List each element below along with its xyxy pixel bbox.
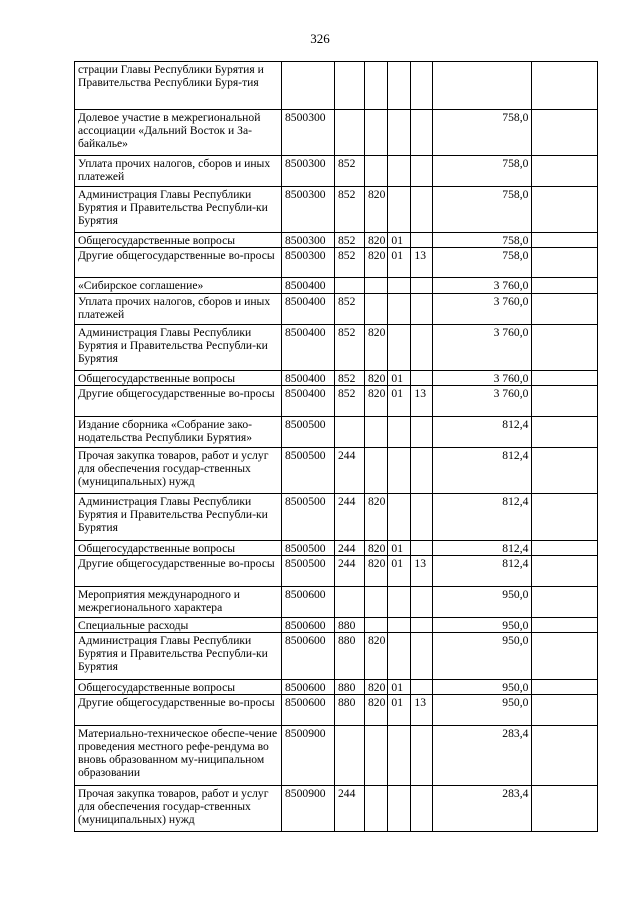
target-article-cell: 8500400 [282,278,335,294]
amount-cell: 812,4 [433,556,532,587]
table-row [75,62,598,110]
item-name-cell: Администрация Главы Республики Бурятия и Правительства Республи-ки Бурятия [75,633,282,680]
item-name-cell: Другие общегосударственные во-просы [75,386,282,417]
section-cell [388,618,411,633]
target-article-cell: 8500300 [282,156,335,187]
amount-cell: 758,0 [433,110,532,156]
table-row [75,417,598,448]
blank-cell [532,386,598,417]
amount-cell: 812,4 [433,541,532,556]
section-cell [388,633,411,680]
amount-cell: 758,0 [433,233,532,248]
target-article-cell: 8500400 [282,325,335,371]
subsection-cell [411,726,433,786]
section-cell: 01 [388,680,411,695]
amount-cell: 812,4 [433,494,532,541]
blank-cell [532,618,598,633]
blank-cell [532,248,598,278]
target-article-cell: 8500300 [282,187,335,233]
administrator-code-cell [365,110,388,156]
administrator-code-cell: 820 [365,633,388,680]
blank-cell [532,541,598,556]
subsection-cell: 13 [411,556,433,587]
administrator-code-cell [365,618,388,633]
subsection-cell [411,541,433,556]
target-article-cell: 8500300 [282,110,335,156]
item-name-cell: Общегосударственные вопросы [75,680,282,695]
administrator-code-cell: 820 [365,371,388,386]
subsection-cell [411,680,433,695]
table-row [75,187,598,233]
amount-cell: 3 760,0 [433,371,532,386]
amount-cell: 812,4 [433,417,532,448]
item-name-cell: Специальные расходы [75,618,282,633]
item-name-cell: Мероприятия международного и межрегионального характера [75,587,282,618]
blank-cell [532,417,598,448]
subsection-cell: 13 [411,386,433,417]
subsection-cell [411,62,433,110]
section-cell [388,325,411,371]
section-cell: 01 [388,386,411,417]
target-article-cell: 8500600 [282,587,335,618]
item-name-cell: Другие общегосударственные во-просы [75,248,282,278]
section-cell [388,62,411,110]
administrator-code-cell [365,448,388,494]
target-article-cell: 8500500 [282,417,335,448]
section-cell: 01 [388,371,411,386]
item-name-cell: Общегосударственные вопросы [75,371,282,386]
administrator-code-cell [365,417,388,448]
table-row [75,233,598,248]
item-name-cell: Другие общегосударственные во-просы [75,695,282,726]
expense-type-cell: 880 [335,633,365,680]
target-article-cell: 8500300 [282,233,335,248]
amount-cell: 950,0 [433,587,532,618]
administrator-code-cell: 820 [365,325,388,371]
blank-cell [532,587,598,618]
expense-type-cell: 244 [335,494,365,541]
item-name-cell: Уплата прочих налогов, сборов и иных платежей [75,294,282,325]
item-name-cell: Общегосударственные вопросы [75,541,282,556]
amount-cell: 758,0 [433,187,532,233]
expense-type-cell: 244 [335,541,365,556]
administrator-code-cell: 820 [365,386,388,417]
blank-cell [532,233,598,248]
target-article-cell [282,62,335,110]
target-article-cell: 8500500 [282,494,335,541]
section-cell [388,110,411,156]
item-name-cell: Администрация Главы Республики Бурятия и Правительства Республи-ки Бурятия [75,187,282,233]
subsection-cell [411,587,433,618]
item-name-cell: Материально-техническое обеспе-чение проведения местного рефе-рендума во вновь образованном му-ниципальном образовании [75,726,282,786]
administrator-code-cell [365,726,388,786]
section-cell: 01 [388,233,411,248]
blank-cell [532,494,598,541]
item-name-cell: «Сибирское соглашение» [75,278,282,294]
expense-type-cell: 852 [335,294,365,325]
target-article-cell: 8500400 [282,386,335,417]
subsection-cell [411,156,433,187]
expense-type-cell: 852 [335,233,365,248]
table-row [75,110,598,156]
subsection-cell [411,633,433,680]
target-article-cell: 8500300 [282,248,335,278]
target-article-cell: 8500400 [282,294,335,325]
section-cell [388,156,411,187]
blank-cell [532,371,598,386]
item-name-cell: Долевое участие в межрегиональной ассоциации «Дальний Восток и За-байкалье» [75,110,282,156]
expense-type-cell: 852 [335,325,365,371]
amount-cell: 950,0 [433,618,532,633]
subsection-cell: 13 [411,695,433,726]
administrator-code-cell: 820 [365,680,388,695]
page-number: 326 [310,31,330,46]
expense-type-cell: 880 [335,618,365,633]
table-row [75,726,598,786]
administrator-code-cell [365,278,388,294]
target-article-cell: 8500500 [282,541,335,556]
table-row [75,278,598,294]
target-article-cell: 8500600 [282,618,335,633]
amount-cell: 283,4 [433,726,532,786]
table-row [75,386,598,417]
expense-type-cell: 244 [335,786,365,832]
table-row [75,448,598,494]
subsection-cell [411,786,433,832]
expense-type-cell: 880 [335,695,365,726]
blank-cell [532,62,598,110]
blank-cell [532,786,598,832]
section-cell: 01 [388,248,411,278]
table-row [75,248,598,278]
amount-cell: 758,0 [433,248,532,278]
expense-type-cell: 244 [335,448,365,494]
expense-type-cell: 880 [335,680,365,695]
blank-cell [532,325,598,371]
table-row [75,371,598,386]
amount-cell [433,62,532,110]
amount-cell: 3 760,0 [433,386,532,417]
table-row [75,556,598,587]
table-row [75,587,598,618]
expense-type-cell [335,417,365,448]
expense-type-cell: 244 [335,556,365,587]
item-name-cell: Администрация Главы Республики Бурятия и Правительства Республи-ки Бурятия [75,494,282,541]
target-article-cell: 8500600 [282,633,335,680]
section-cell [388,786,411,832]
item-name-cell: Другие общегосударственные во-просы [75,556,282,587]
administrator-code-cell: 820 [365,556,388,587]
target-article-cell: 8500500 [282,448,335,494]
blank-cell [532,294,598,325]
expense-type-cell [335,278,365,294]
section-cell [388,494,411,541]
table-row [75,541,598,556]
amount-cell: 950,0 [433,680,532,695]
administrator-code-cell: 820 [365,233,388,248]
section-cell [388,726,411,786]
expense-type-cell [335,110,365,156]
section-cell [388,187,411,233]
blank-cell [532,110,598,156]
expense-type-cell [335,726,365,786]
administrator-code-cell: 820 [365,248,388,278]
item-name-cell: Администрация Главы Республики Бурятия и Правительства Республи-ки Бурятия [75,325,282,371]
amount-cell: 283,4 [433,786,532,832]
subsection-cell [411,448,433,494]
section-cell: 01 [388,556,411,587]
item-name-cell: страции Главы Республики Бурятия и Правительства Республики Буря-тия [75,62,282,110]
expense-type-cell [335,62,365,110]
target-article-cell: 8500600 [282,695,335,726]
subsection-cell [411,494,433,541]
administrator-code-cell [365,62,388,110]
table-row [75,294,598,325]
blank-cell [532,633,598,680]
table-row [75,695,598,726]
expense-type-cell: 852 [335,248,365,278]
administrator-code-cell [365,786,388,832]
subsection-cell [411,187,433,233]
amount-cell: 3 760,0 [433,325,532,371]
subsection-cell [411,278,433,294]
administrator-code-cell [365,294,388,325]
section-cell [388,448,411,494]
subsection-cell [411,618,433,633]
blank-cell [532,448,598,494]
target-article-cell: 8500600 [282,680,335,695]
blank-cell [532,187,598,233]
section-cell: 01 [388,695,411,726]
table-row [75,680,598,695]
administrator-code-cell: 820 [365,541,388,556]
target-article-cell: 8500900 [282,726,335,786]
subsection-cell [411,417,433,448]
administrator-code-cell: 820 [365,494,388,541]
section-cell [388,294,411,325]
table-row [75,325,598,371]
blank-cell [532,726,598,786]
subsection-cell [411,325,433,371]
target-article-cell: 8500400 [282,371,335,386]
blank-cell [532,556,598,587]
amount-cell: 3 760,0 [433,278,532,294]
expense-type-cell: 852 [335,386,365,417]
subsection-cell [411,294,433,325]
target-article-cell: 8500900 [282,786,335,832]
table-row [75,633,598,680]
item-name-cell: Прочая закупка товаров, работ и услуг для обеспечения государ-ственных (муниципальных) нужд [75,786,282,832]
blank-cell [532,278,598,294]
subsection-cell [411,371,433,386]
amount-cell: 950,0 [433,695,532,726]
expense-type-cell: 852 [335,187,365,233]
amount-cell: 950,0 [433,633,532,680]
section-cell [388,278,411,294]
amount-cell: 758,0 [433,156,532,187]
item-name-cell: Уплата прочих налогов, сборов и иных платежей [75,156,282,187]
expense-type-cell [335,587,365,618]
blank-cell [532,156,598,187]
item-name-cell: Издание сборника «Собрание зако-нодательства Республики Бурятия» [75,417,282,448]
administrator-code-cell: 820 [365,187,388,233]
section-cell: 01 [388,541,411,556]
item-name-cell: Общегосударственные вопросы [75,233,282,248]
table-row [75,156,598,187]
expense-type-cell: 852 [335,156,365,187]
administrator-code-cell: 820 [365,695,388,726]
target-article-cell: 8500500 [282,556,335,587]
table-row [75,494,598,541]
expense-type-cell: 852 [335,371,365,386]
budget-table [74,61,598,832]
item-name-cell: Прочая закупка товаров, работ и услуг для обеспечения государ-ственных (муниципальных) нужд [75,448,282,494]
table-row [75,786,598,832]
blank-cell [532,695,598,726]
administrator-code-cell [365,156,388,187]
section-cell [388,587,411,618]
subsection-cell [411,233,433,248]
blank-cell [532,680,598,695]
subsection-cell [411,110,433,156]
administrator-code-cell [365,587,388,618]
amount-cell: 3 760,0 [433,294,532,325]
subsection-cell: 13 [411,248,433,278]
section-cell [388,417,411,448]
amount-cell: 812,4 [433,448,532,494]
table-row [75,618,598,633]
